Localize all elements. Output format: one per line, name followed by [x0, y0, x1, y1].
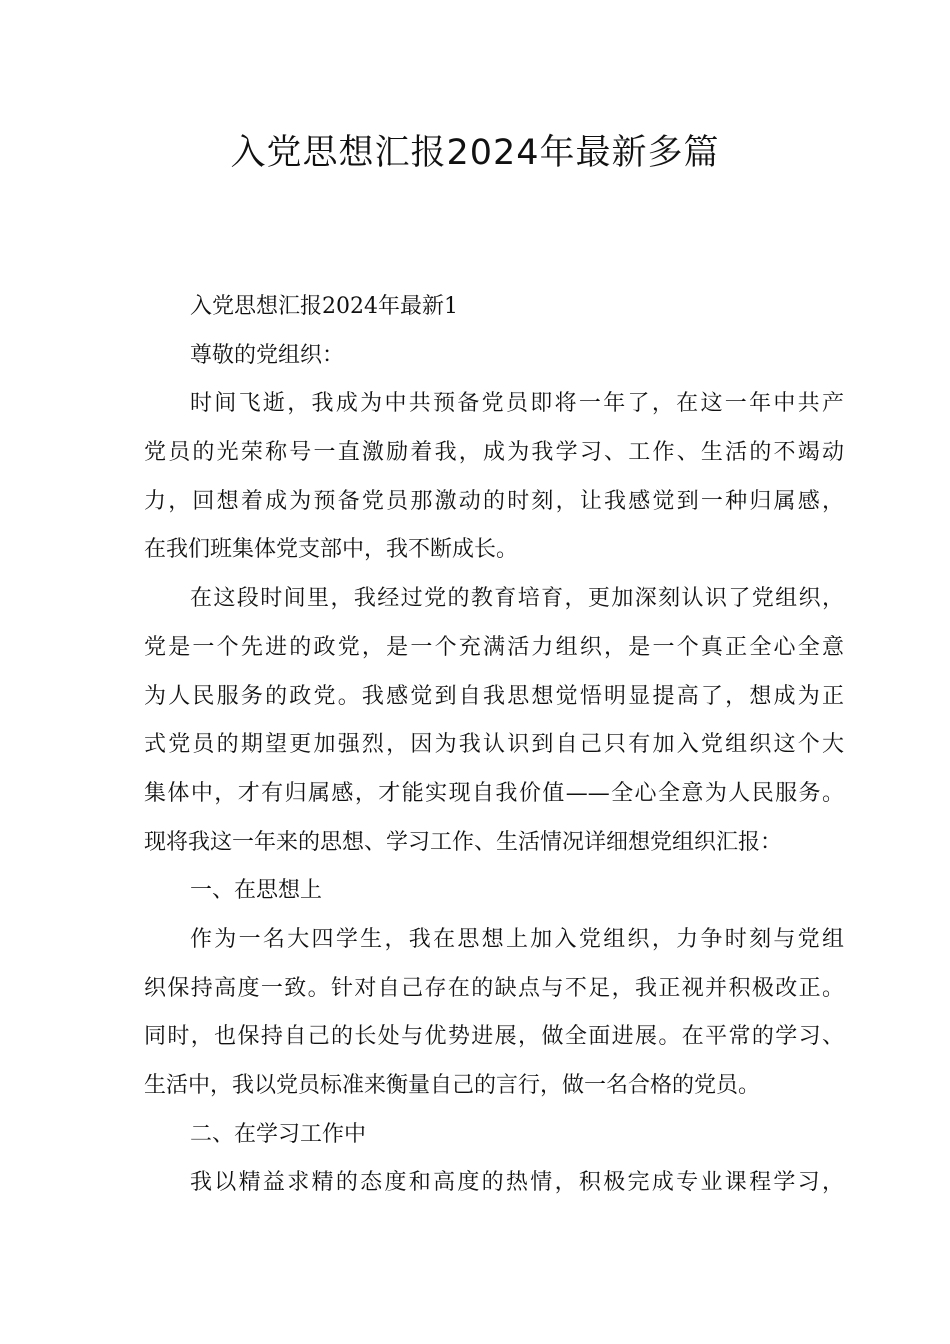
paragraph-line: 党员的光荣称号一直激励着我，成为我学习、工作、生活的不竭动: [144, 440, 844, 466]
document-title: 入党思想汇报2024年最新多篇: [230, 133, 720, 173]
salutation: 尊敬的党组织：: [190, 342, 345, 368]
paragraph-line: 式党员的期望更加强烈，因为我认识到自己只有加入党组织这个大: [144, 732, 844, 758]
section-heading-thought: 一、在思想上: [190, 878, 323, 904]
paragraph-line: 生活中，我以党员标准来衡量自己的言行，做一名合格的党员。: [144, 1073, 761, 1098]
paragraph-line: 力，回想着成为预备党员那激动的时刻，让我感觉到一种归属感，: [144, 488, 844, 514]
document-body: [144, 283, 844, 1208]
section-heading-study-work: 二、在学习工作中: [190, 1121, 367, 1147]
paragraph-line: 时间飞逝，我成为中共预备党员即将一年了，在这一年中共产: [190, 391, 844, 417]
paragraph-line: 集体中，才有归属感，才能实现自我价值——全心全意为人民服务。: [144, 780, 844, 806]
paragraph-line: 织保持高度一致。针对自己存在的缺点与不足，我正视并积极改正。: [144, 975, 844, 1001]
paragraph-line: 为人民服务的政党。我感觉到自我思想觉悟明显提高了，想成为正: [144, 683, 844, 709]
paragraph-line: 现将我这一年来的思想、学习工作、生活情况详细想党组织汇报：: [144, 829, 783, 855]
paragraph-line: 党是一个先进的政党，是一个充满活力组织，是一个真正全心全意: [144, 634, 844, 660]
paragraph-line: 在这段时间里，我经过党的教育培育，更加深刻认识了党组织，: [190, 586, 844, 612]
paragraph-line: 同时，也保持自己的长处与优势进展，做全面进展。在平常的学习、: [144, 1024, 844, 1050]
paragraph-line: 我以精益求精的态度和高度的热情，积极完成专业课程学习，: [190, 1170, 844, 1196]
paragraph-line: 在我们班集体党支部中，我不断成长。: [144, 537, 519, 563]
section-heading-1: 入党思想汇报2024年最新1: [190, 294, 458, 319]
paragraph-line: 作为一名大四学生，我在思想上加入党组织，力争时刻与党组: [190, 926, 844, 952]
